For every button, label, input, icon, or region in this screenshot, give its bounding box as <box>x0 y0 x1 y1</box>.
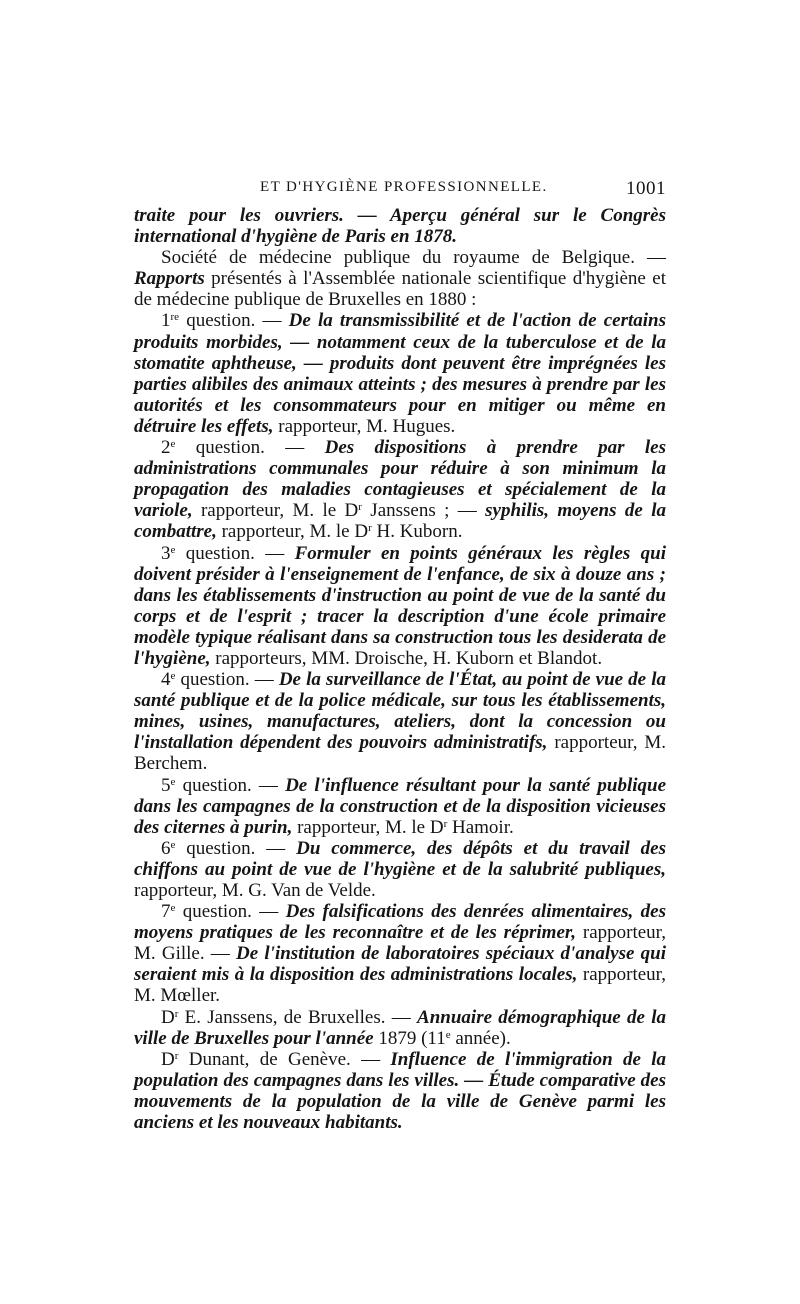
text: année). <box>450 1027 511 1049</box>
question-1 <box>134 310 666 437</box>
title-italic: Annuaire démographique de la ville de Bruxelles pour l'année <box>134 1006 666 1049</box>
question-title: De la transmissibilité et de l'action de certains produits morbides, — notamment ceux de la tuberculose et de la stomatite aphtheuse, — produits dont peuvent être imprégnées les parties alibiles des animaux atteints ; des mesures à prendre par les autorités et les consommateurs pour en mitiger ou même en détruire les effets, <box>134 310 666 437</box>
text: Hamoir. <box>447 816 514 838</box>
title-italic: traite pour les ouvriers. — Aperçu général sur le Congrès international d'hygiène de Paris en 1878. <box>134 205 666 248</box>
question-title: De l'influence résultant pour la santé publique dans les campagnes de la construction et de la disposition vicieuses des citernes à purin, <box>134 774 666 838</box>
ordinal-suffix: e <box>170 775 176 788</box>
text: D <box>161 1006 175 1028</box>
text: question. — <box>175 669 279 691</box>
text: question. — <box>175 901 286 923</box>
rapporteur: rapporteur, M. Mœller. <box>134 964 666 1007</box>
doctor-suffix: r <box>174 1007 179 1020</box>
rapporteur: rapporteur, M. Hugues. <box>273 415 456 437</box>
question-number: 4 <box>161 669 171 691</box>
paragraph-dunant <box>134 1049 666 1133</box>
running-title: ET D'HYGIÈNE PROFESSIONNELLE. <box>260 179 548 195</box>
text: question. — <box>175 774 286 796</box>
ordinal-suffix: e <box>170 902 176 915</box>
rapporteur: rapporteur, M. Gille. — <box>134 922 666 965</box>
paragraph-societe <box>134 247 666 310</box>
question-4 <box>134 669 666 774</box>
text: Dunant, de Genève. — <box>178 1048 391 1070</box>
text: H. Kuborn. <box>371 521 463 543</box>
ordinal-suffix: e <box>445 1028 451 1041</box>
title-italic: Rapports <box>134 268 205 290</box>
ordinal-suffix: e <box>170 838 176 851</box>
ordinal-suffix: re <box>170 311 180 324</box>
doctor-suffix: r <box>358 501 362 514</box>
ordinal-suffix: e <box>170 543 176 556</box>
question-title: De la surveillance de l'État, au point de vue de la santé publique et de la police médicale, sur tous les établissements, mines, usines, manufactures, ateliers, dont la concession ou l'installation dépendent des pouvoirs administratifs, <box>134 669 666 754</box>
paragraph-continuation <box>134 205 666 247</box>
rapporteur: rapporteur, M. le D <box>192 500 359 522</box>
ordinal-suffix: e <box>170 438 176 451</box>
paragraph-janssens <box>134 1007 666 1049</box>
rapporteur: rapporteur, M. le D <box>292 816 444 838</box>
ordinal-suffix: e <box>170 670 176 683</box>
question-number: 5 <box>161 774 171 796</box>
page-body <box>134 205 666 1133</box>
question-2 <box>134 437 666 542</box>
text: question. — <box>179 310 289 332</box>
question-6 <box>134 838 666 901</box>
question-7 <box>134 901 666 1006</box>
text: D <box>161 1048 175 1070</box>
question-title: Des dispositions à prendre par les administrations communales pour réduire à son minimum la propagation des maladies contagieuses et spécialement de la variole, <box>134 437 666 522</box>
text: E. Janssens, de Bruxelles. — <box>178 1006 418 1028</box>
question-5 <box>134 775 666 838</box>
text: Société de médecine publique du royaume de Belgique. — <box>161 247 666 269</box>
question-number: 2 <box>161 437 171 459</box>
question-3 <box>134 543 666 670</box>
question-number: 6 <box>161 837 171 859</box>
text: Janssens ; — <box>361 500 486 522</box>
doctor-suffix: r <box>368 522 372 535</box>
doctor-suffix: r <box>174 1049 179 1062</box>
text: question. — <box>175 837 297 859</box>
question-number: 7 <box>161 901 171 923</box>
question-title: Du commerce, des dépôts et du travail des chiffons au point de vue de l'hygiène et de la salubrité publiques, <box>134 837 666 880</box>
page-number: 1001 <box>626 178 666 199</box>
rapporteur: rapporteur, M. le D <box>216 521 369 543</box>
question-number: 3 <box>161 542 171 564</box>
running-header <box>134 176 666 200</box>
rapporteur: rapporteur, M. Berchem. <box>134 732 666 775</box>
question-number: 1 <box>161 310 171 332</box>
question-title: Des falsifications des denrées alimentaires, des moyens pratiques de les reconnaître et de les réprimer, <box>134 901 666 944</box>
text: question. — <box>175 437 325 459</box>
doctor-suffix: r <box>443 817 448 830</box>
rapporteur: rapporteurs, MM. Droische, H. Kuborn et Blandot. <box>210 647 603 669</box>
text: présentés à l'Assemblée nationale scientifique d'hygiène et de médecine publique de Bruxelles en 1880 : <box>134 268 666 311</box>
question-title: De l'institution de laboratoires spéciaux d'analyse qui seraient mis à la disposition des administrations locales, <box>134 943 667 986</box>
text: question. — <box>175 542 295 564</box>
rapporteur: rapporteur, M. G. Van de Velde. <box>134 880 376 901</box>
title-italic: Influence de l'immigration de la population des campagnes dans les villes. — Étude comparative des mouvements de la population de la ville de Genève parmi les anciens et les nouveaux habitants. <box>134 1048 666 1134</box>
question-title: syphilis, moyens de la combattre, <box>134 500 666 543</box>
question-title: Formuler en points généraux les règles qui doivent présider à l'enseignement de l'enfance, de six à douze ans ; dans les établissements d'instruction au point de vue de la santé du corps et de l'esprit ; tracer la description d'une école primaire modèle typique réalisant dans sa construction tous les desiderata de l'hygiène, <box>134 542 666 669</box>
text: 1879 (11 <box>373 1027 446 1049</box>
